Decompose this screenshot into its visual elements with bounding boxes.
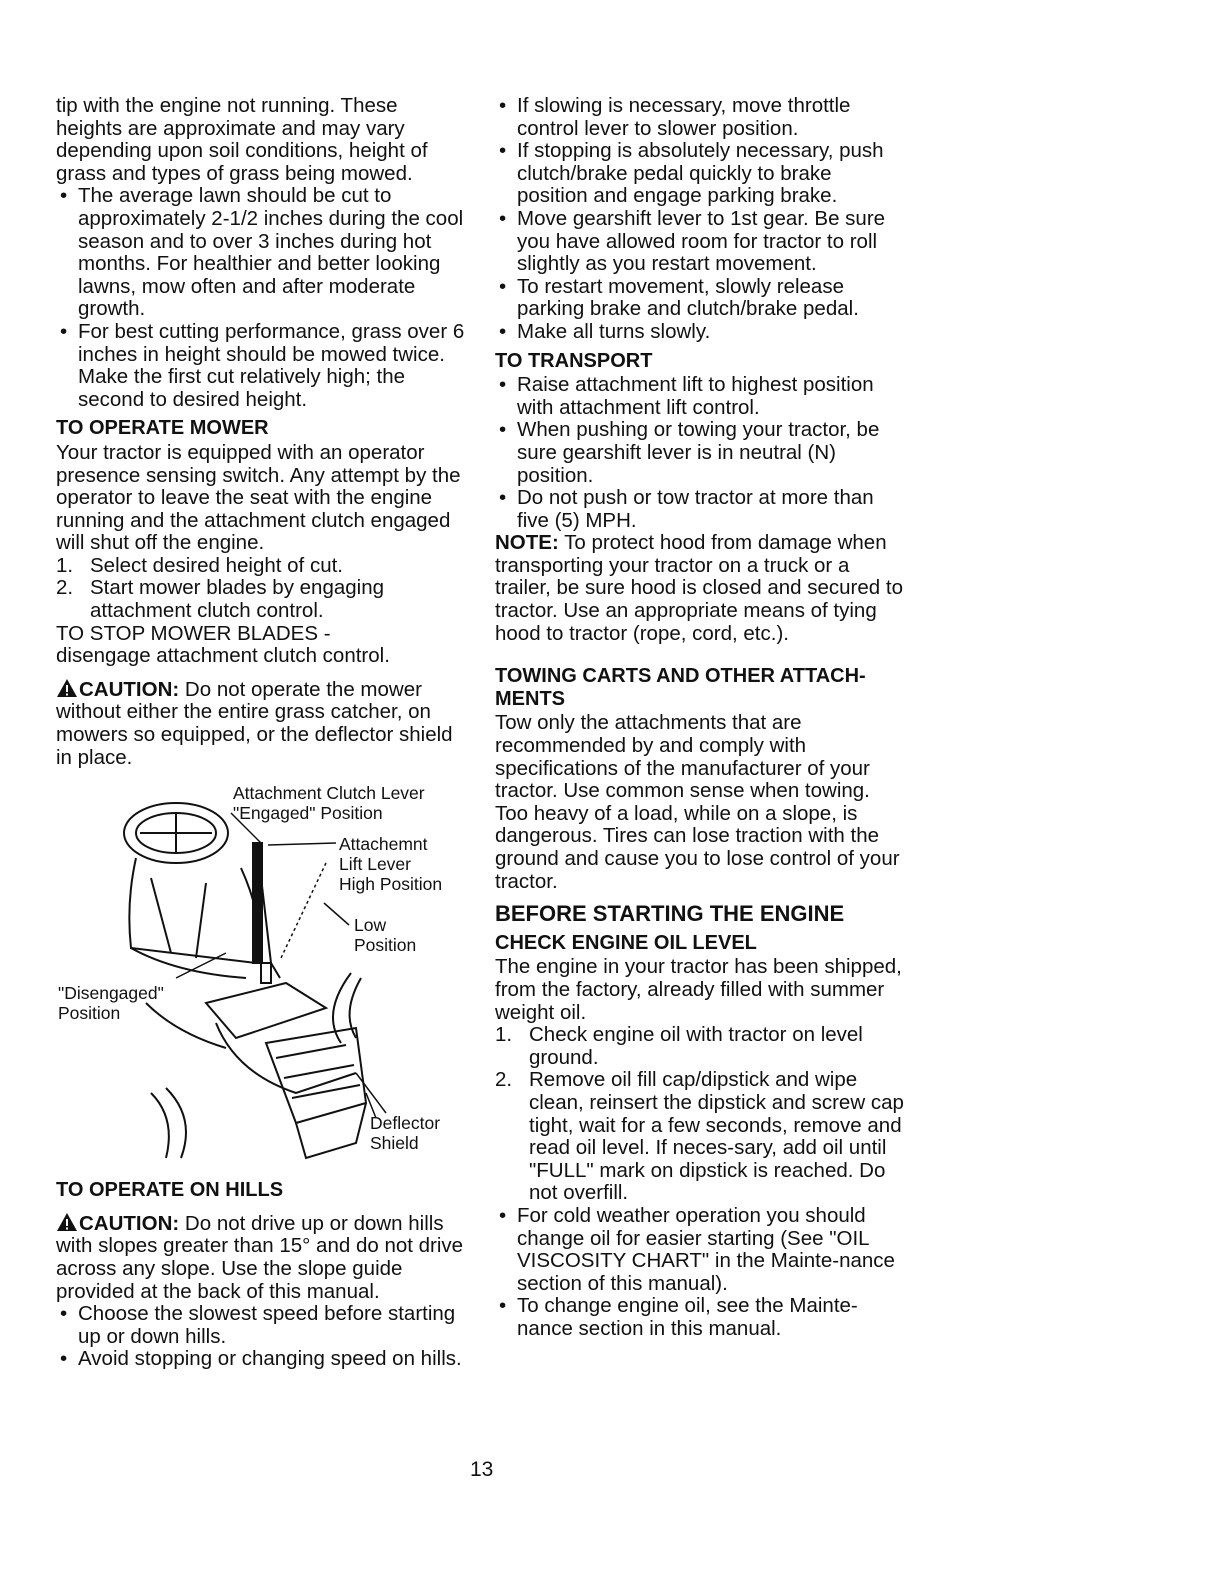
check-oil-steps [495, 1024, 905, 1205]
driving-bullet-list [495, 95, 905, 344]
caution-text: Do not drive up or down hills with slopes greater than 15° and do not drive across any slope. Use the slope guide provided at the back of this manual. [56, 1211, 464, 1303]
label-line: High Position [339, 874, 443, 895]
warning-icon [56, 1212, 78, 1232]
hills-bullet-list [56, 1303, 466, 1371]
label-line: Position [58, 1003, 121, 1024]
oil-bullet-list [495, 1205, 905, 1341]
list-item: • For cold weather operation you should change oil for easier starting (See "OIL VISCOSITY CHART" in the Mainte-nance section of this manual). [495, 1205, 905, 1295]
operate-mower-steps [56, 555, 466, 623]
list-item: • Make all turns slowly. [495, 321, 905, 344]
list-item: • To restart movement, slowly release parking brake and clutch/brake pedal. [495, 276, 905, 321]
list-item: • For best cutting performance, grass over 6 inches in height should be mowed twice. Make the first cut relatively high; the second to desired height. [56, 321, 466, 411]
warning-icon [56, 678, 78, 698]
intro-paragraph: tip with the engine not running. These heights are approximate and may vary depending upon soil conditions, height of grass and types of grass being mowed. [56, 94, 428, 185]
mower-controls-figure [56, 773, 466, 1173]
label-low-position [354, 915, 416, 955]
label-deflector-shield [370, 1113, 440, 1153]
list-item: • Move gearshift lever to 1st gear. Be sure you have allowed room for tractor to roll slightly as you restart movement. [495, 208, 905, 276]
mower-caution [56, 678, 466, 769]
left-column [56, 95, 466, 1371]
label-line: Position [354, 935, 417, 956]
check-oil-body: The engine in your tractor has been shipped, from the factory, already filled with summer weight oil. [495, 955, 902, 1024]
spacer [495, 645, 905, 659]
transport-note [495, 532, 905, 645]
list-item [56, 577, 466, 622]
transport-bullet-list [495, 374, 905, 532]
label-clutch-lever [233, 783, 425, 823]
step-number: 2. [495, 1068, 513, 1092]
check-oil-subheading: CHECK ENGINE OIL LEVEL [495, 931, 757, 954]
intro-bullet-list [56, 185, 466, 411]
label-line: Deflector [370, 1113, 441, 1134]
step-text: Select desired height of cut. [90, 553, 343, 577]
list-item: • Choose the slowest speed before starting up or down hills. [56, 1303, 466, 1348]
caution-text: Do not operate the mower without either the entire grass catcher, on mowers so equipped, or the deflector shield in place. [56, 677, 453, 769]
list-item: • If slowing is necessary, move throttle control lever to slower position. [495, 95, 905, 140]
page-number: 13 [470, 1458, 494, 1481]
towing-heading: TOWING CARTS AND OTHER ATTACH-MENTS [495, 665, 866, 710]
label-line: Attachment Clutch Lever [233, 783, 425, 804]
label-line: Lift Lever [339, 854, 411, 875]
caution-label: CAUTION: [79, 677, 180, 701]
step-text: Start mower blades by engaging attachment clutch control. [90, 576, 385, 623]
label-disengaged-position [58, 983, 164, 1023]
list-item: • Do not push or tow tractor at more than five (5) MPH. [495, 487, 905, 532]
list-item: • Avoid stopping or changing speed on hills. [56, 1348, 466, 1371]
before-starting-heading: BEFORE STARTING THE ENGINE [495, 901, 845, 927]
list-item: • If stopping is absolutely necessary, push clutch/brake pedal quickly to brake position and engage parking brake. [495, 140, 905, 208]
step-number: 1. [495, 1023, 513, 1047]
list-item: • To change engine oil, see the Mainte-nance section in this manual. [495, 1295, 905, 1340]
operate-mower-heading: TO OPERATE MOWER [56, 417, 269, 440]
step-number: 2. [56, 576, 74, 600]
list-item [56, 555, 466, 578]
transport-heading: TO TRANSPORT [495, 349, 653, 372]
step-text: Check engine oil with tractor on level ground. [529, 1023, 863, 1069]
list-item: • Raise attachment lift to highest position with attachment lift control. [495, 374, 905, 419]
list-item: • When pushing or towing your tractor, be sure gearshift lever is in neutral (N) position. [495, 419, 905, 487]
label-line: "Engaged" Position [233, 803, 383, 824]
towing-body: Tow only the attachments that are recommended by and comply with specifications of the manufacturer of your tractor. Use common sense when towing. Too heavy of a load, while on a slope, is dangerous. Tires can lose traction with the ground and cause you to lose control of your tractor. [495, 711, 900, 893]
stop-blades-label: TO STOP MOWER BLADES - [56, 621, 331, 645]
label-line: "Disengaged" [58, 983, 164, 1004]
operate-mower-body: Your tractor is equipped with an operator presence sensing switch. Any attempt by the operator to leave the seat with the engine running and the attachment clutch engaged will shut off the engine. [56, 440, 461, 555]
note-text: To protect hood from damage when transporting your tractor on a truck or a trailer, be sure hood is closed and secured to tractor. Use an appropriate means of tying hood to tractor (rope, cord, etc.). [495, 531, 903, 645]
list-item [495, 1069, 905, 1205]
caution-label: CAUTION: [79, 1211, 180, 1235]
label-lift-lever [339, 834, 442, 894]
step-text: Remove oil fill cap/dipstick and wipe clean, reinsert the dipstick and screw cap tight, wait for a few seconds, remove and read oil level. If neces-sary, add oil until "FULL" mark on dipstick is reached. Do not overfill. [529, 1068, 904, 1205]
hills-caution [56, 1212, 466, 1303]
label-line: Attachemnt [339, 834, 428, 855]
stop-blades-text: disengage attachment clutch control. [56, 644, 390, 668]
operate-hills-heading: TO OPERATE ON HILLS [56, 1179, 284, 1202]
step-number: 1. [56, 553, 74, 577]
label-line: Shield [370, 1133, 419, 1154]
list-item: • The average lawn should be cut to approximately 2-1/2 inches during the cool season and to over 3 inches during hot months. For healthier and better looking lawns, mow often and after moderate growth. [56, 185, 466, 321]
label-line: Low [354, 915, 387, 936]
note-label: NOTE: [495, 531, 559, 555]
list-item [495, 1024, 905, 1069]
right-column [495, 95, 905, 1340]
